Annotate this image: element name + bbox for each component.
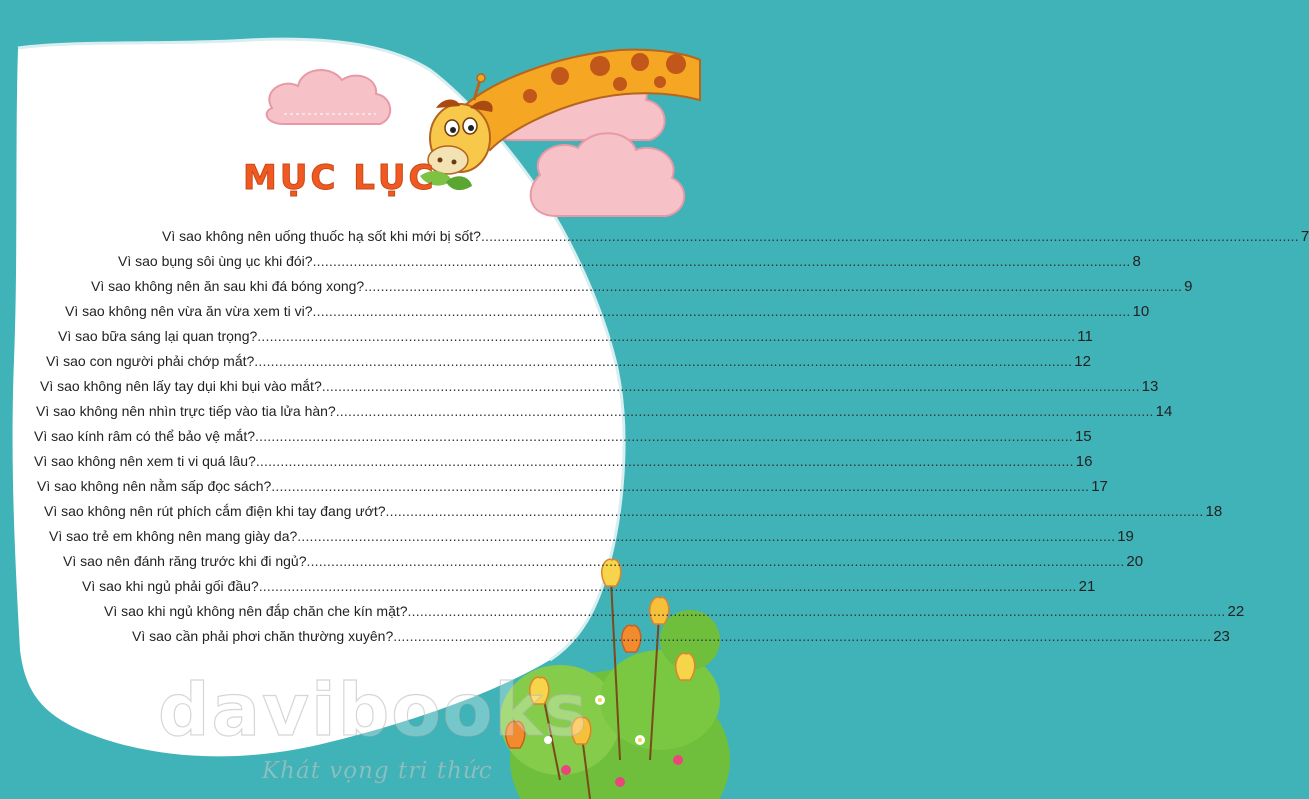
toc-entry[interactable] <box>82 578 1096 600</box>
watermark-brand: davibooks <box>158 668 589 752</box>
toc-question: Vì sao không nên ăn sau khi đá bóng xong? <box>91 278 365 294</box>
toc-leader-dots: ........................................................................................................................................................................................................ <box>255 453 1074 469</box>
toc-leader-dots: ........................................................................................................................................................................................................ <box>335 403 1154 419</box>
toc-page-number: 19 <box>1117 528 1134 545</box>
toc-leader-dots: ........................................................................................................................................................................................................ <box>364 278 1183 294</box>
toc-entry[interactable] <box>46 353 1091 375</box>
toc-leader-dots: ........................................................................................................................................................................................................ <box>254 353 1073 369</box>
toc-entry[interactable] <box>36 403 1173 425</box>
toc-leader-dots: ........................................................................................................................................................................................................ <box>297 528 1116 544</box>
toc-entry[interactable] <box>34 453 1093 475</box>
toc-entry[interactable] <box>63 553 1144 575</box>
toc-page-number: 10 <box>1132 303 1150 320</box>
toc-question: Vì sao khi ngủ không nên đắp chăn che kín mặt? <box>104 603 408 619</box>
toc-page-number: 21 <box>1078 578 1096 595</box>
toc-entry[interactable] <box>37 478 1108 500</box>
toc-leader-dots: ........................................................................................................................................................................................................ <box>257 328 1076 344</box>
toc-leader-dots: ........................................................................................................................................................................................................ <box>312 253 1131 269</box>
watermark-tagline: Khát vọng tri thức <box>262 758 493 784</box>
toc-question: Vì sao không nên xem ti vi quá lâu? <box>34 453 256 469</box>
toc-leader-dots: ........................................................................................................................................................................................................ <box>393 628 1212 644</box>
toc-page-number: 7 <box>1300 228 1309 245</box>
toc-question: Vì sao bữa sáng lại quan trọng? <box>58 328 258 344</box>
toc-page-number: 20 <box>1126 553 1144 570</box>
toc-leader-dots: ........................................................................................................................................................................................................ <box>258 578 1077 594</box>
toc-page-number: 23 <box>1213 628 1230 645</box>
toc-entry[interactable] <box>40 378 1159 400</box>
toc-entry[interactable] <box>104 603 1245 625</box>
toc-entry[interactable] <box>44 503 1223 525</box>
toc-question: Vì sao nên đánh răng trước khi đi ngủ? <box>63 553 307 569</box>
toc-leader-dots: ........................................................................................................................................................................................................ <box>407 603 1226 619</box>
toc-leader-dots: ........................................................................................................................................................................................................ <box>306 553 1125 569</box>
toc-question: Vì sao không nên uống thuốc hạ sốt khi mới bị sốt? <box>162 228 481 244</box>
toc-page-number: 16 <box>1075 453 1093 470</box>
toc-page-number: 15 <box>1074 428 1092 445</box>
toc-question: Vì sao kính râm có thể bảo vệ mắt? <box>34 428 256 444</box>
toc-page-number: 14 <box>1155 403 1173 420</box>
toc-entry[interactable] <box>162 228 1309 250</box>
toc-page-number: 13 <box>1141 378 1159 395</box>
toc-entry[interactable] <box>58 328 1093 350</box>
toc-page-number: 8 <box>1132 253 1141 270</box>
toc-question: Vì sao bụng sôi ùng ục khi đói? <box>118 253 313 269</box>
toc-leader-dots: ........................................................................................................................................................................................................ <box>312 303 1131 319</box>
toc-question: Vì sao không nên lấy tay dụi khi bụi vào mắt? <box>40 378 322 394</box>
toc-question: Vì sao không nên vừa ăn vừa xem ti vi? <box>65 303 313 319</box>
toc-question: Vì sao trẻ em không nên mang giày da? <box>49 528 298 544</box>
toc-page-number: 12 <box>1074 353 1091 370</box>
toc-leader-dots: ........................................................................................................................................................................................................ <box>321 378 1140 394</box>
toc-leader-dots: ........................................................................................................................................................................................................ <box>271 478 1090 494</box>
toc-question: Vì sao khi ngủ phải gối đầu? <box>82 578 259 594</box>
toc-question: Vì sao con người phải chớp mắt? <box>46 353 255 369</box>
toc-leader-dots: ........................................................................................................................................................................................................ <box>480 228 1299 244</box>
toc-question: Vì sao không nên nằm sấp đọc sách? <box>37 478 272 494</box>
toc-entry[interactable] <box>65 303 1150 325</box>
toc-leader-dots: ........................................................................................................................................................................................................ <box>385 503 1204 519</box>
page-title: MỤC LỤC <box>243 158 437 198</box>
toc-page-number: 11 <box>1077 328 1093 345</box>
toc-page-number: 18 <box>1205 503 1223 520</box>
toc-page-number: 17 <box>1091 478 1108 495</box>
toc-page-number: 9 <box>1184 278 1193 295</box>
toc-question: Vì sao không nên nhìn trực tiếp vào tia lửa hàn? <box>36 403 336 419</box>
toc-page-number: 22 <box>1227 603 1245 620</box>
toc-entry[interactable] <box>91 278 1193 300</box>
toc-entry[interactable] <box>34 428 1092 450</box>
toc-entry[interactable] <box>118 253 1141 275</box>
toc-entry[interactable] <box>49 528 1134 550</box>
toc-question: Vì sao không nên rút phích cắm điện khi tay đang ướt? <box>44 503 386 519</box>
toc-leader-dots: ........................................................................................................................................................................................................ <box>255 428 1073 444</box>
toc-question: Vì sao cần phải phơi chăn thường xuyên? <box>132 628 394 644</box>
toc-entry[interactable] <box>132 628 1230 650</box>
